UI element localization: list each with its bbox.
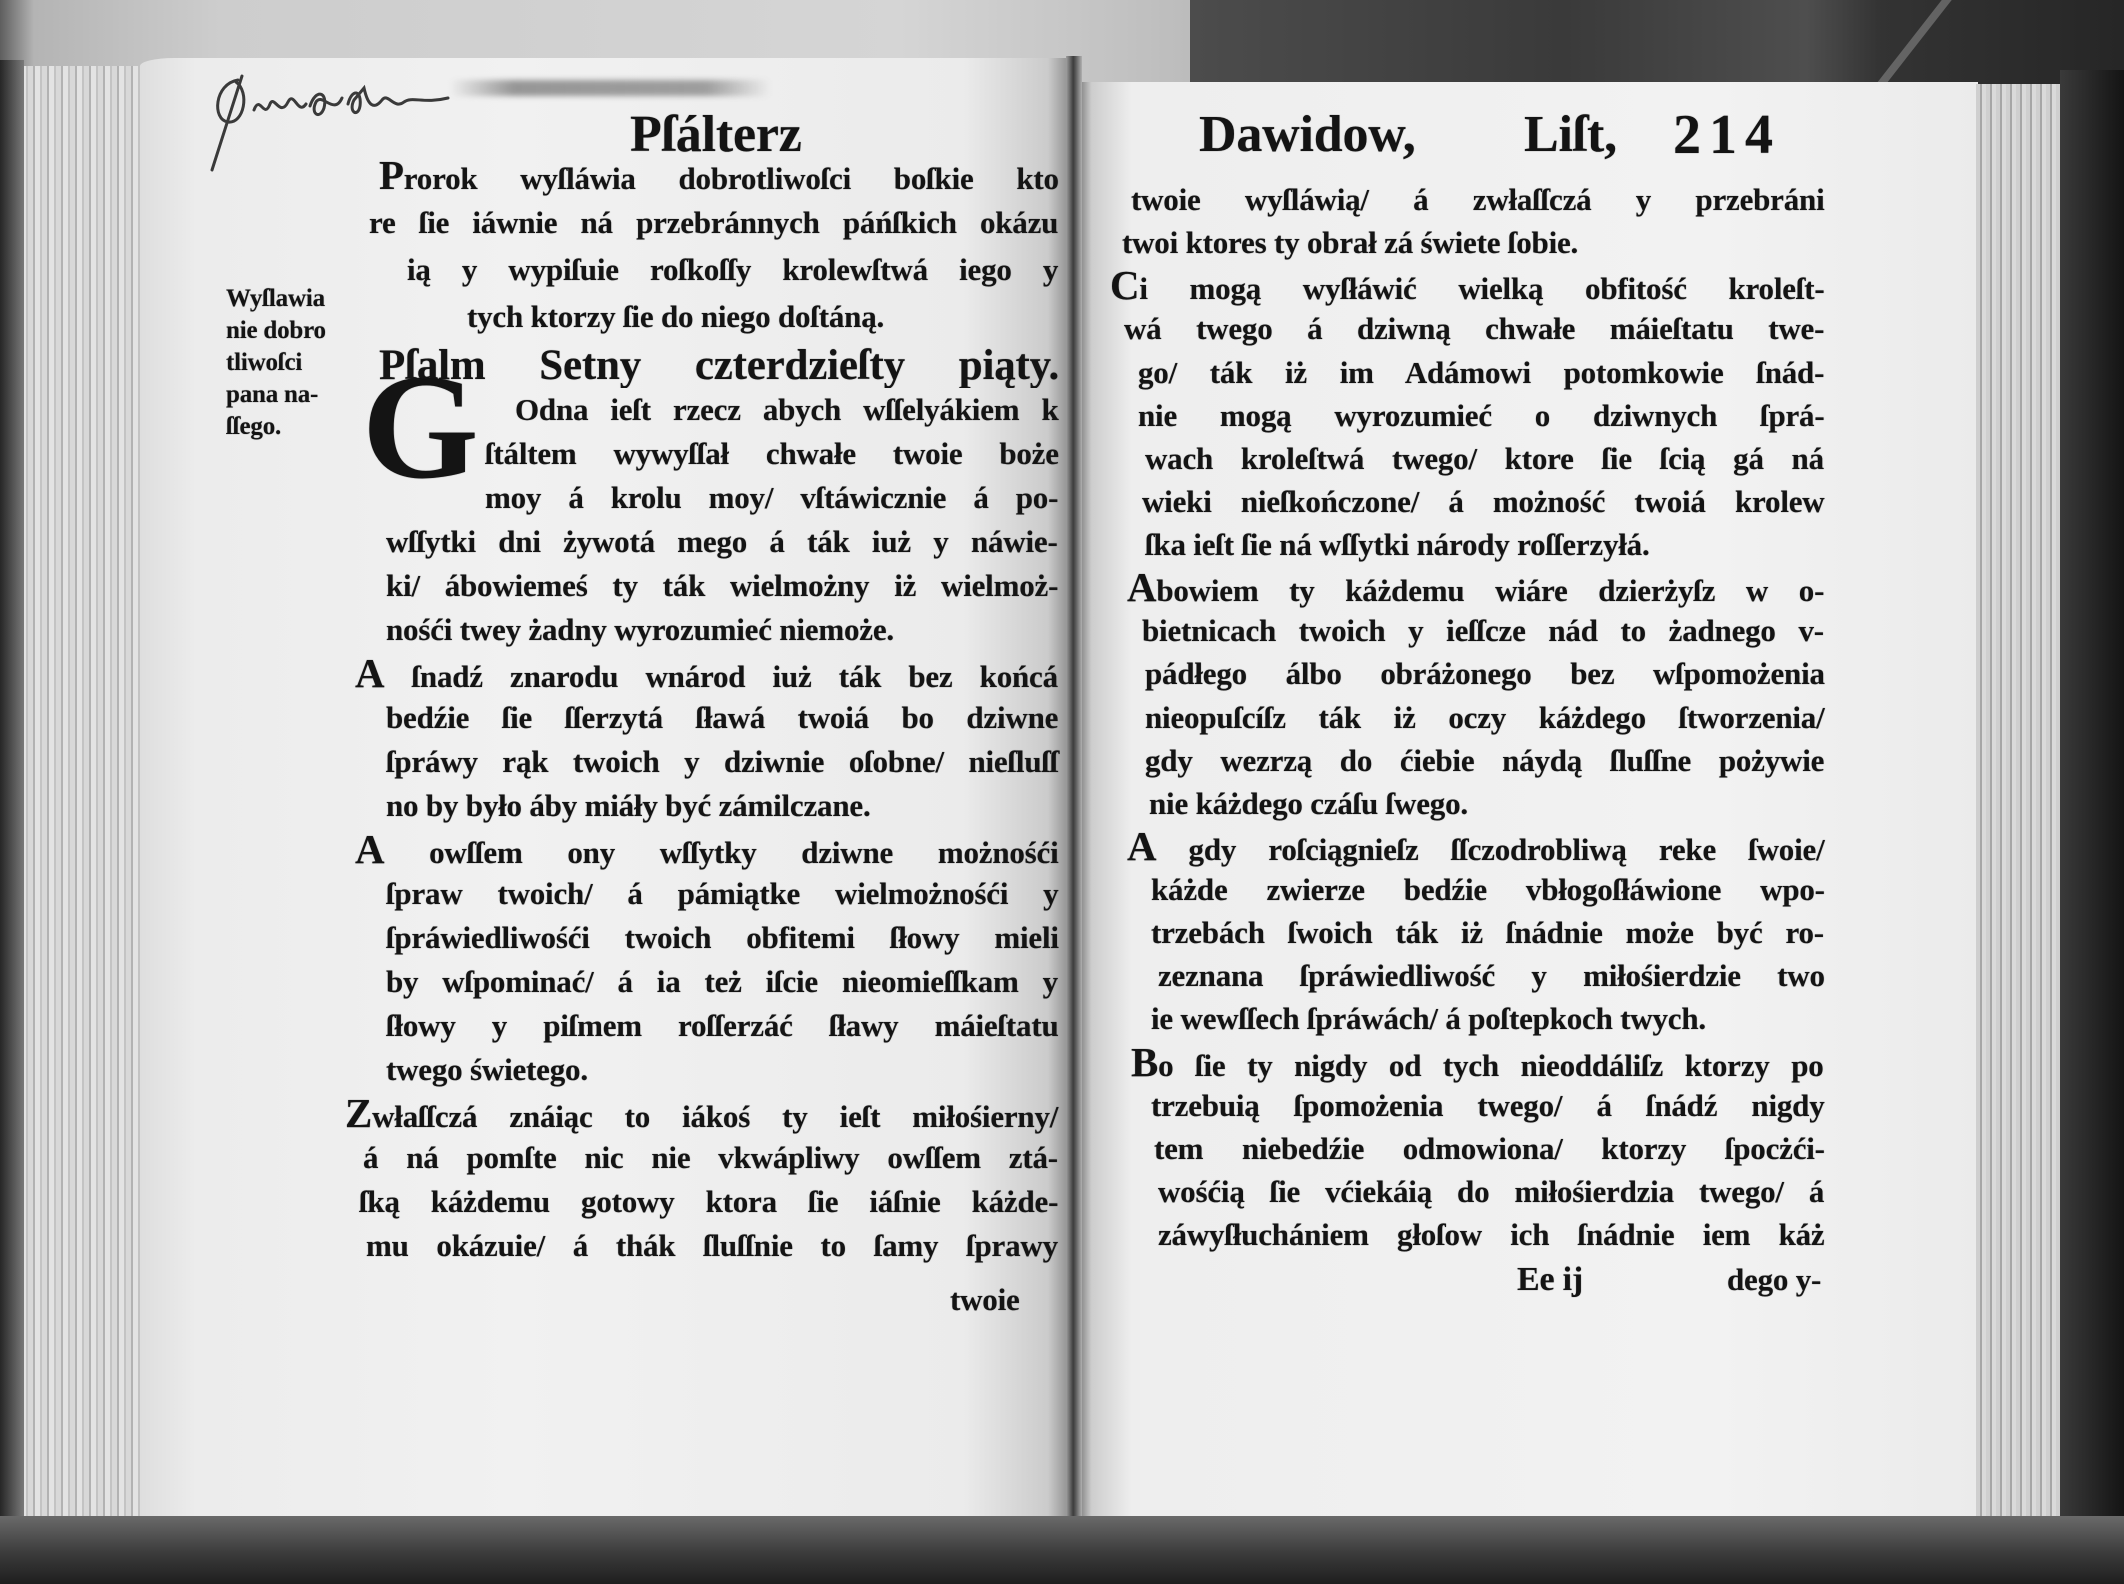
- body-line: nośći twey żadny wyrozumieć niemoże.: [386, 612, 894, 647]
- body-line: ſpraw twoich/ á pámiątke wielmożnośći y: [386, 876, 1059, 911]
- body-line: moy á krolu moy/ vſtáwicznie á po-: [485, 480, 1059, 515]
- margin-note-line: ſſego.: [226, 413, 282, 440]
- left-running-head: Pſálterz: [630, 106, 802, 163]
- body-line: ſłowy y piſmem roſſerzáć ſławy máieſtatu: [386, 1008, 1059, 1043]
- body-line: wośćią ſie vćiekáią do miłośierdzia twego/ á: [1158, 1173, 1825, 1209]
- summary-line: ią y wypiſuie roſkoſſy krolewſtwá iego y: [407, 252, 1059, 287]
- body-line: nie káżdego czáſu ſwego.: [1149, 785, 1468, 821]
- body-line: Ci mogą wyſłáwić wielką obfitość kroleſt-: [1110, 264, 1825, 308]
- body-line: ſką káżdemu gotowy ktora ſie iáſnie káżde-: [359, 1184, 1059, 1219]
- margin-note-line: nie dobro: [226, 317, 326, 344]
- folio-number: 214: [1673, 104, 1781, 166]
- body-line: bedźie ſie ſſerzytá ſławá twoiá bo dziwne: [386, 700, 1059, 735]
- body-line: nie mogą wyrozumieć o dziwnych ſprá-: [1138, 397, 1825, 433]
- right-page-block-edges: [1976, 84, 2062, 1524]
- body-line: á ná pomſte nic nie vkwápliwy owſſem ztá-: [363, 1140, 1058, 1175]
- body-line: twego świetego.: [386, 1052, 588, 1087]
- body-line: ſtáltem wywyſſał chwałe twoie boże: [485, 436, 1059, 471]
- body-line: káżde zwierze bedźie vbłogoſłáwione wpo-: [1151, 872, 1825, 907]
- body-line: gdy wezrzą do ćiebie náydą ſluſſne pożywie: [1145, 742, 1825, 778]
- background-top-right: [1190, 0, 2124, 94]
- right-catchword: dego y-: [1727, 1262, 1822, 1297]
- drop-cap: G: [362, 344, 479, 510]
- margin-note-line: Wyſlawia: [226, 285, 325, 312]
- signature-mark: Ee ij: [1517, 1261, 1584, 1298]
- body-line: pádłego álbo obráżonego bez wſpomożenia: [1145, 656, 1825, 692]
- body-line: A owſſem ony wſſytky dziwne możnośći: [355, 828, 1059, 872]
- book-gutter: [1066, 56, 1082, 1518]
- body-line: tem niebedźie odmowiona/ ktorzy ſpocżći-: [1154, 1130, 1825, 1166]
- margin-note-line: tliwoſci: [226, 349, 303, 376]
- body-line: trzebách ſwoich ták iż ſnádnie może być ro-: [1151, 915, 1824, 951]
- body-line: Bo ſie ty nigdy od tych nieoddáliſz ktorzy po: [1131, 1040, 1824, 1084]
- body-line: zeznana ſpráwiedliwość y miłośierdzie two: [1158, 958, 1825, 994]
- body-line: wá twego á dziwną chwałe máieſtatu twe-: [1124, 311, 1825, 347]
- folio-label: Liſt,: [1524, 106, 1617, 163]
- body-line: Zwłaſſczá znáiąc to iákoś ty ieſt miłośierny/: [345, 1092, 1059, 1136]
- body-line: twoie wyſláwią/ á zwłaſſczá y przebráni: [1131, 182, 1825, 217]
- background-bottom: [0, 1516, 2124, 1584]
- body-line: bietnicach twoich y ieſſcze nád to żadnego v-: [1142, 613, 1824, 649]
- body-line: ſpráwiedliwośći twoich obfitemi ſłowy mieli: [386, 920, 1059, 955]
- margin-note-line: pana na-: [226, 381, 319, 408]
- right-text-block: [1110, 178, 1826, 1256]
- body-line: nieopuſcíſz ták iż oczy káżdego ſtworzenia/: [1145, 699, 1825, 735]
- right-cover-edge: [2060, 70, 2124, 1530]
- body-line: wſſytki dni żywotá mego á ták iuż y náwie-: [386, 524, 1058, 559]
- margin-note: [226, 283, 354, 443]
- body-line: ki/ ábowiemeś ty ták wielmożny iż wielmoż-: [386, 568, 1059, 603]
- left-text-block: [345, 344, 1060, 1268]
- left-catchword: twoie: [950, 1282, 1020, 1317]
- body-line: záwyſłuchániem głoſow ich ſnádnie iem káż: [1158, 1217, 1825, 1252]
- psalm-summary: [345, 152, 1060, 340]
- body-line: A ſnadź znarodu wnárod iuż ták bez końcá: [355, 652, 1058, 696]
- body-line: twoi ktores ty obrał zá świete ſobie.: [1122, 225, 1579, 261]
- right-running-head: Dawidow,: [1199, 106, 1416, 163]
- body-line: ſka ieſt ſie ná wſſytki národy roſſerzyłá.: [1145, 527, 1650, 562]
- body-line: trzebuią ſpomożenia twego/ á ſnádź nigdy: [1151, 1087, 1825, 1123]
- body-line: go/ ták iż im Adámowi potomkowie ſnád-: [1138, 354, 1825, 390]
- left-cover-edge: [0, 60, 24, 1518]
- body-line: no by było áby miáły być zámilczane.: [386, 788, 871, 823]
- body-line: A gdy roſciągnieſz ſſczodrobliwą reke ſwoie/: [1127, 824, 1825, 868]
- summary-line: re ſie iáwnie ná przebránnych páńſkich okázu: [369, 205, 1059, 240]
- body-line: mu okázuie/ á thák ſluſſnie to ſamy ſprawy: [366, 1228, 1058, 1263]
- psalm-title: Pſalm Setny czterdzieſty piąty.: [379, 344, 1060, 388]
- summary-line: tych ktorzy ſie do niego doſtáną.: [467, 299, 885, 334]
- ink-smudge: [450, 80, 770, 96]
- body-line: wieki nieſkończone/ á możność twoiá krolew: [1142, 483, 1825, 519]
- body-line: ſpráwy rąk twoich y dziwnie oſobne/ nieſluſſ: [386, 744, 1059, 779]
- summary-line: Prorok wyſláwia dobrotliwoſci boſkie kto: [379, 153, 1059, 198]
- body-line: Odna ieſt rzecz abych wſſelyákiem k: [515, 392, 1059, 427]
- body-line: wach kroleſtwá twego/ ktore ſie ſcią gá ná: [1145, 440, 1824, 476]
- body-line: Abowiem ty káżdemu wiáre dzierżyſz w o-: [1127, 566, 1825, 610]
- body-line: by wſpominać/ á ia też iſcie nieomieſſkam y: [386, 964, 1058, 999]
- body-line: ie wewſſech ſpráwách/ á poſtepkoch twych.: [1151, 1001, 1706, 1037]
